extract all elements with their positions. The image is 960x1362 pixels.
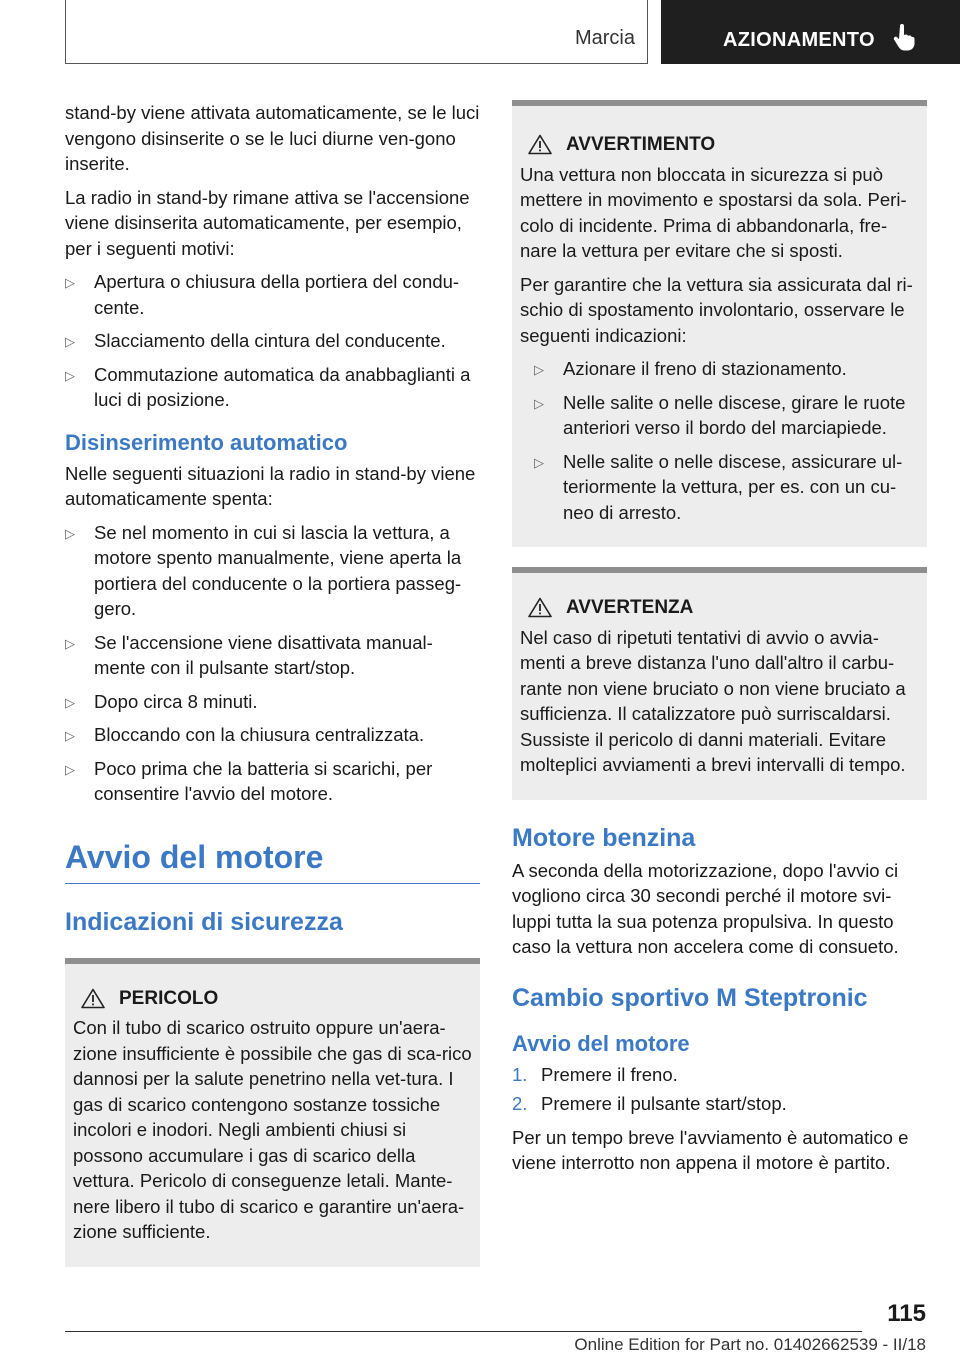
list-item: ▷ Dopo circa 8 minuti. — [65, 689, 480, 715]
numbered-list — [512, 1062, 927, 1117]
warning-box — [512, 100, 927, 547]
warning-text: Una vettura non bloccata in sicurezza si può mettere in movimento e spostarsi da sola. Peri‐colo di incidente. Prima di abbandonarla, fre‐nare la vettura per evitare che si sposti. — [520, 163, 907, 261]
list-item: ▷ Apertura o chiusura della portiera del condu‐cente. — [65, 271, 460, 318]
left-column — [65, 100, 480, 1283]
list-item: ▷ Se nel momento in cui si lascia la vettura, a motore spento manualmente, viene aperta la portiera del conducente o la portiera passeg‐gero. — [65, 521, 462, 619]
paragraph: Nelle seguenti situazioni la radio in stand-by viene automaticamente spenta: — [65, 462, 476, 509]
bullet-list — [534, 356, 919, 525]
section-title: Marcia — [574, 27, 635, 49]
list-item: ▷ Nelle salite o nelle discese, assicurare ul‐teriormente la vettura, per es. con un cu‐neo di arresto. — [534, 450, 903, 523]
right-column — [512, 100, 927, 1184]
heading-motore-benzina: Motore benzina — [512, 823, 696, 852]
caution-box — [512, 567, 927, 800]
bullet-list — [65, 269, 480, 413]
paragraph: A seconda della motorizzazione, dopo l'avvio ci vogliono circa 30 secondi perché il motore svi‐luppi tutta la sua potenza propulsiva. In questo caso la vettura non accelera come di consueto. — [512, 859, 899, 957]
list-item: ▷ Commutazione automatica da anabbaglianti a luci di posizione. — [65, 363, 471, 410]
triangle-bullet-icon: ▷ — [65, 275, 75, 290]
danger-text: Con il tubo di scarico ostruito oppure un'aera‐zione insufficiente è possibile che gas di sca‐rico dannosi per la salute penetrino nella vet‐tura. I gas di scarico contengono sostanze tossiche incolori e inodori. Negli ambienti chiusi si possono accumulare i gas di scarico della vettura. Pericolo di conseguenze letali. Mante‐nere libero il tubo di scarico e garantire un'aera‐zione sufficiente. — [73, 1017, 472, 1242]
danger-box — [65, 958, 480, 1267]
paragraph: Per un tempo breve l'avviamento è automatico e viene interrotto non appena il motore è partito. — [512, 1126, 909, 1173]
warning-text: Per garantire che la vettura sia assicurata dal ri‐schio di spostamento involontario, osservare le seguenti indicazioni: — [520, 273, 913, 346]
list-item: ▷ Bloccando con la chiusura centralizzata. — [65, 722, 480, 748]
heading-indicazioni-sicurezza: Indicazioni di sicurezza — [65, 907, 343, 936]
list-item: ▷ Azionare il freno di stazionamento. — [534, 356, 919, 382]
intro-text: stand-by viene attivata automaticamente, se le luci vengono disinserite o se le luci diurne ven‐gono inserite. — [65, 102, 480, 174]
list-item: 1. Premere il freno. — [512, 1063, 678, 1085]
triangle-bullet-icon: ▷ — [534, 395, 544, 411]
triangle-bullet-icon: ▷ — [65, 635, 75, 651]
bullet-list — [65, 520, 480, 807]
footer-edition: Online Edition for Part no. 01402662539 - II/18 — [574, 1335, 926, 1354]
chapter-title: AZIONAMENTO — [723, 29, 875, 51]
triangle-bullet-icon: ▷ — [65, 367, 75, 383]
paragraph: La radio in stand-by rimane attiva se l'accensione viene disinserita automaticamente, per esempio, per i seguenti motivi: — [65, 186, 470, 259]
chapter-tab — [661, 0, 960, 64]
triangle-bullet-icon: ▷ — [534, 454, 544, 470]
triangle-bullet-icon: ▷ — [65, 694, 75, 710]
list-item: ▷ Nelle salite o nelle discese, girare le ruote anteriori verso il bordo del marciapiede. — [534, 391, 906, 438]
heading-cambio-sportivo: Cambio sportivo M Steptronic — [512, 983, 868, 1012]
hand-pointer-icon — [893, 24, 915, 52]
subheading-disinserimento: Disinserimento automatico — [65, 429, 348, 455]
triangle-bullet-icon: ▷ — [534, 362, 544, 377]
warning-title: AVVERTIMENTO — [520, 132, 919, 158]
list-item: ▷ Se l'accensione viene disattivata manual‐mente con il pulsante start/stop. — [65, 631, 433, 678]
subheading-avvio-motore: Avvio del motore — [512, 1030, 690, 1056]
list-item: ▷ Poco prima che la batteria si scarichi, per consentire l'avvio del motore. — [65, 757, 433, 804]
warning-triangle-icon — [528, 597, 552, 618]
warning-triangle-icon — [81, 988, 105, 1009]
header-section-box — [65, 0, 648, 64]
triangle-bullet-icon: ▷ — [65, 728, 75, 743]
page-number: 115 — [887, 1300, 926, 1327]
triangle-bullet-icon: ▷ — [65, 525, 75, 541]
footer-rule — [65, 1331, 862, 1332]
danger-title: PERICOLO — [73, 986, 472, 1012]
list-item: 2. Premere il pulsante start/stop. — [512, 1093, 787, 1114]
caution-text: Nel caso di ripetuti tentativi di avvio o avvia‐menti a breve distanza l'uno dall'altro il carbu‐rante non viene bruciato o non viene bruciato a sufficienza. Il catalizzatore può surriscaldarsi. Sussiste il pericolo di danni materiali. Evitare molteplici avviamenti a brevi intervalli di tempo. — [520, 626, 906, 775]
caution-title: AVVERTENZA — [520, 595, 919, 621]
list-item: ▷ Slacciamento della cintura del conducente. — [65, 328, 480, 354]
triangle-bullet-icon: ▷ — [65, 761, 75, 777]
triangle-bullet-icon: ▷ — [65, 334, 75, 349]
warning-triangle-icon — [528, 134, 552, 155]
heading-avvio-motore: Avvio del motore — [65, 837, 480, 884]
